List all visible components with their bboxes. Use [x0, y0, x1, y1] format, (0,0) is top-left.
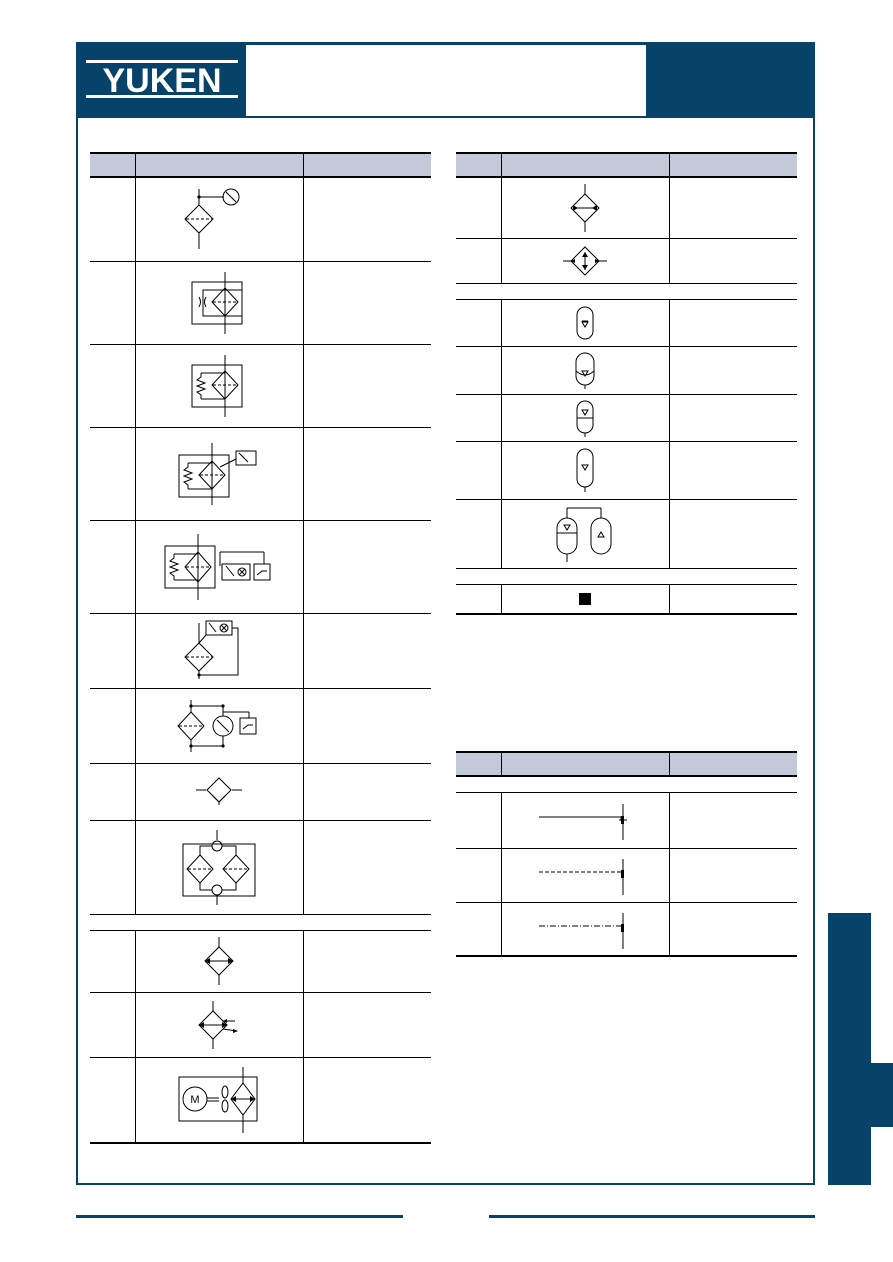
filter-bypass-indicator-symbol — [176, 439, 262, 509]
col-number — [456, 153, 501, 177]
table-row — [456, 394, 797, 441]
table-row — [90, 763, 431, 820]
table-row — [456, 346, 797, 394]
section-row — [456, 776, 797, 792]
col-description — [669, 153, 797, 177]
weight-accumulator-symbol — [574, 351, 596, 389]
table-row — [90, 688, 431, 763]
table-row — [456, 792, 797, 848]
table-row — [456, 441, 797, 499]
table-header — [456, 153, 797, 177]
cooler-coolant-symbol — [195, 999, 243, 1051]
gas-accumulator-symbol — [575, 305, 595, 341]
pressure-source-symbol — [578, 592, 592, 606]
header-title-box — [246, 45, 646, 116]
main-line-symbol — [535, 798, 635, 842]
table-row — [456, 499, 797, 568]
side-tab — [828, 913, 871, 1185]
table-row — [90, 930, 431, 992]
table-row — [90, 992, 431, 1057]
heater-symbol — [567, 182, 603, 234]
line-table — [456, 751, 797, 957]
symbol-table-right — [456, 152, 797, 615]
accumulator-gas-bottle-symbol — [553, 504, 617, 564]
col-description — [303, 153, 431, 177]
filter-bypass-switch-symbol — [162, 532, 276, 602]
table-row — [90, 177, 431, 261]
motor-air-cooler-symbol — [177, 1065, 261, 1135]
bladder-accumulator-symbol — [575, 447, 595, 493]
section-row — [456, 283, 797, 299]
side-tab-marker — [868, 1063, 893, 1127]
filter-bypass-orifice-symbol — [189, 270, 249, 336]
pilot-line-symbol — [535, 853, 635, 897]
filter-indicator-lamp-symbol — [184, 619, 254, 683]
table-row — [456, 584, 797, 614]
table-row — [456, 902, 797, 956]
col-description — [669, 752, 797, 776]
temperature-controller-symbol — [561, 244, 609, 278]
yuken-logo — [84, 54, 240, 104]
table-row — [90, 344, 431, 427]
section-row — [456, 568, 797, 584]
table-row — [90, 520, 431, 613]
footer-rule-left — [76, 1215, 403, 1218]
logo-text: YUKEN — [102, 62, 222, 100]
table-header — [90, 153, 431, 177]
col-symbol — [501, 752, 669, 776]
table-row — [90, 820, 431, 914]
section-row — [90, 914, 431, 930]
col-number — [456, 752, 501, 776]
table-row — [456, 299, 797, 346]
spring-accumulator-symbol — [575, 399, 595, 437]
symbol-table-left — [90, 152, 431, 1144]
table-row — [456, 848, 797, 902]
filter-pressure-gauge-symbol — [179, 184, 259, 254]
table-row — [456, 238, 797, 283]
footer-rule-right — [489, 1215, 815, 1218]
table-row — [90, 261, 431, 344]
table-row — [456, 177, 797, 238]
svg-text:M: M — [190, 1093, 200, 1106]
filter-bypass-check-symbol — [189, 353, 249, 419]
col-symbol — [501, 153, 669, 177]
filter-diff-gauge-switch-symbol — [177, 698, 261, 754]
drain-line-symbol — [535, 907, 635, 951]
col-symbol — [135, 153, 303, 177]
table-row — [90, 613, 431, 688]
table-row — [90, 1057, 431, 1143]
table-header — [456, 752, 797, 776]
cooler-symbol — [201, 935, 237, 987]
drain-separator-symbol — [194, 776, 244, 808]
col-number — [90, 153, 135, 177]
duplex-filter-symbol — [181, 828, 257, 906]
table-row — [90, 427, 431, 520]
